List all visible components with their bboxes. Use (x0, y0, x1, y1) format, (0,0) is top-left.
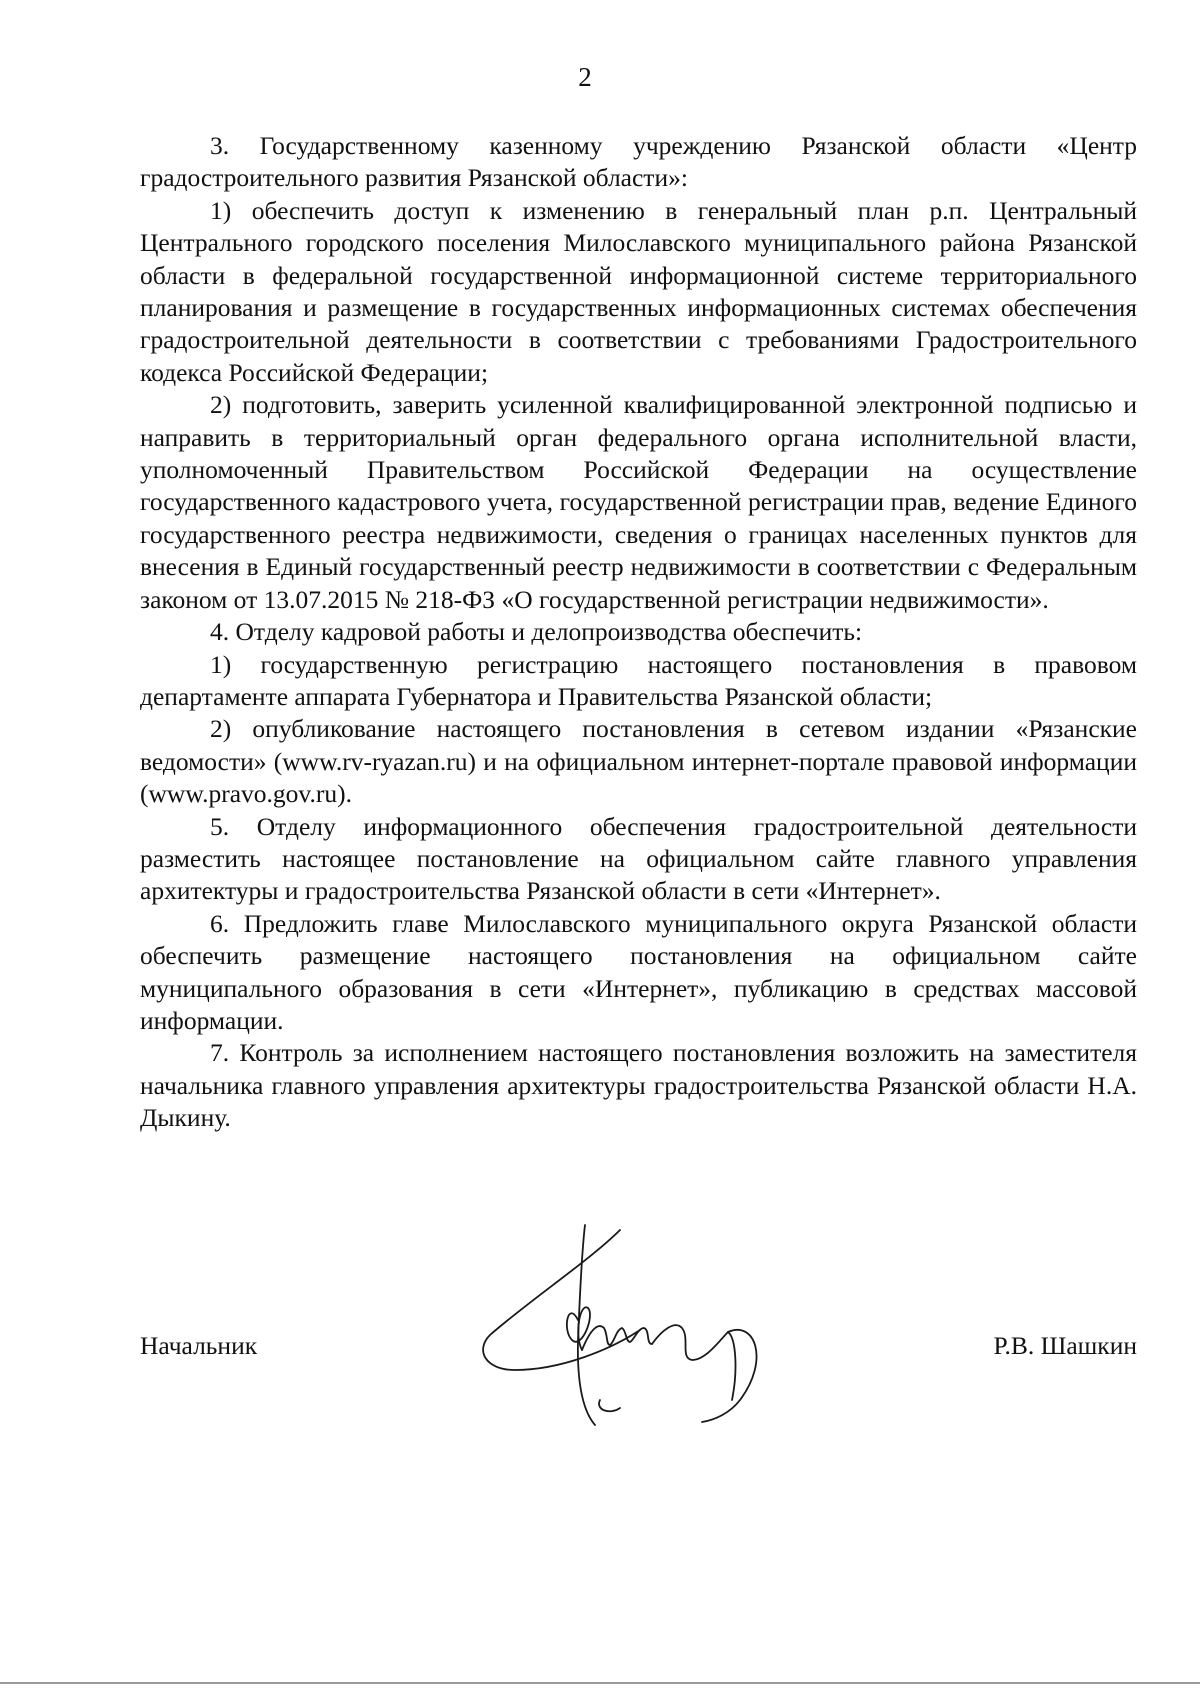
signature-block (140, 1330, 1137, 1370)
scan-bottom-edge-divider (0, 1682, 1200, 1684)
document-body (140, 130, 1137, 1135)
paragraph-item-5: 5. Отделу информационного обеспечения градостроительной деятельности разместить настоящее постановление на официальном сайте главного управления архитектуры и градостроительства Рязанской области в сети «Интернет». (140, 811, 1137, 906)
paragraph-item-4: 4. Отделу кадровой работы и делопроизводства обеспечить: (210, 617, 863, 647)
paragraph-item-6: 6. Предложить главе Милославского муниципального округа Рязанской области обеспечить размещение настоящего постановления на официальном сайте муниципального образования в сети «Интернет», публикацию в средствах массовой информации. (140, 908, 1137, 1035)
paragraph-item-4-1: 1) государственную регистрацию настоящего постановления в правовом департаменте аппарата Губернатора и Правительства Рязанской области; (140, 649, 1137, 711)
paragraph-item-3-2: 2) подготовить, заверить усиленной квалифицированной электронной подписью и направить в территориальный орган федерального органа исполнительной власти, уполномоченный Правительством Российской Федерации на осуществление государственного кадастрового учета, государственной регистрации прав, ведение Единого государственного реестра недвижимости, сведения о границах населенных пунктов для внесения в Единый государственный реестр недвижимости в соответствии с Федеральным законом от 13.07.2015 № 218-ФЗ «О государственной регистрации недвижимости». (140, 390, 1137, 614)
page-number: 2 (578, 62, 592, 92)
paragraph-item-3: 3. Государственному казенному учреждению Рязанской области «Центр градостроительного развития Рязанской области»: (140, 131, 1137, 193)
paragraph-item-4-2: 2) опубликование настоящего постановления в сетевом издании «Рязанские ведомости» (www.rv-ryazan.ru) и на официальном интернет-портале правовой информации (www.pravo.gov.ru). (140, 714, 1137, 809)
paragraph-item-7: 7. Контроль за исполнением настоящего постановления возложить на заместителя начальника главного управления архитектуры градостроительства Рязанской области Н.А. Дыкину. (140, 1038, 1137, 1133)
signatory-position: Начальник (140, 1331, 258, 1360)
paragraph-item-3-1: 1) обеспечить доступ к изменению в генеральный план р.п. Центральный Центрального городского поселения Милославского муниципального района Рязанской области в федеральной государственной информационной системе территориального планирования и размещение в государственных информационных системах обеспечения градостроительной деятельности в соответствии с требованиями Градостроительного кодекса Российской Федерации; (140, 195, 1137, 387)
signatory-name: Р.В. Шашкин (993, 1331, 1137, 1360)
